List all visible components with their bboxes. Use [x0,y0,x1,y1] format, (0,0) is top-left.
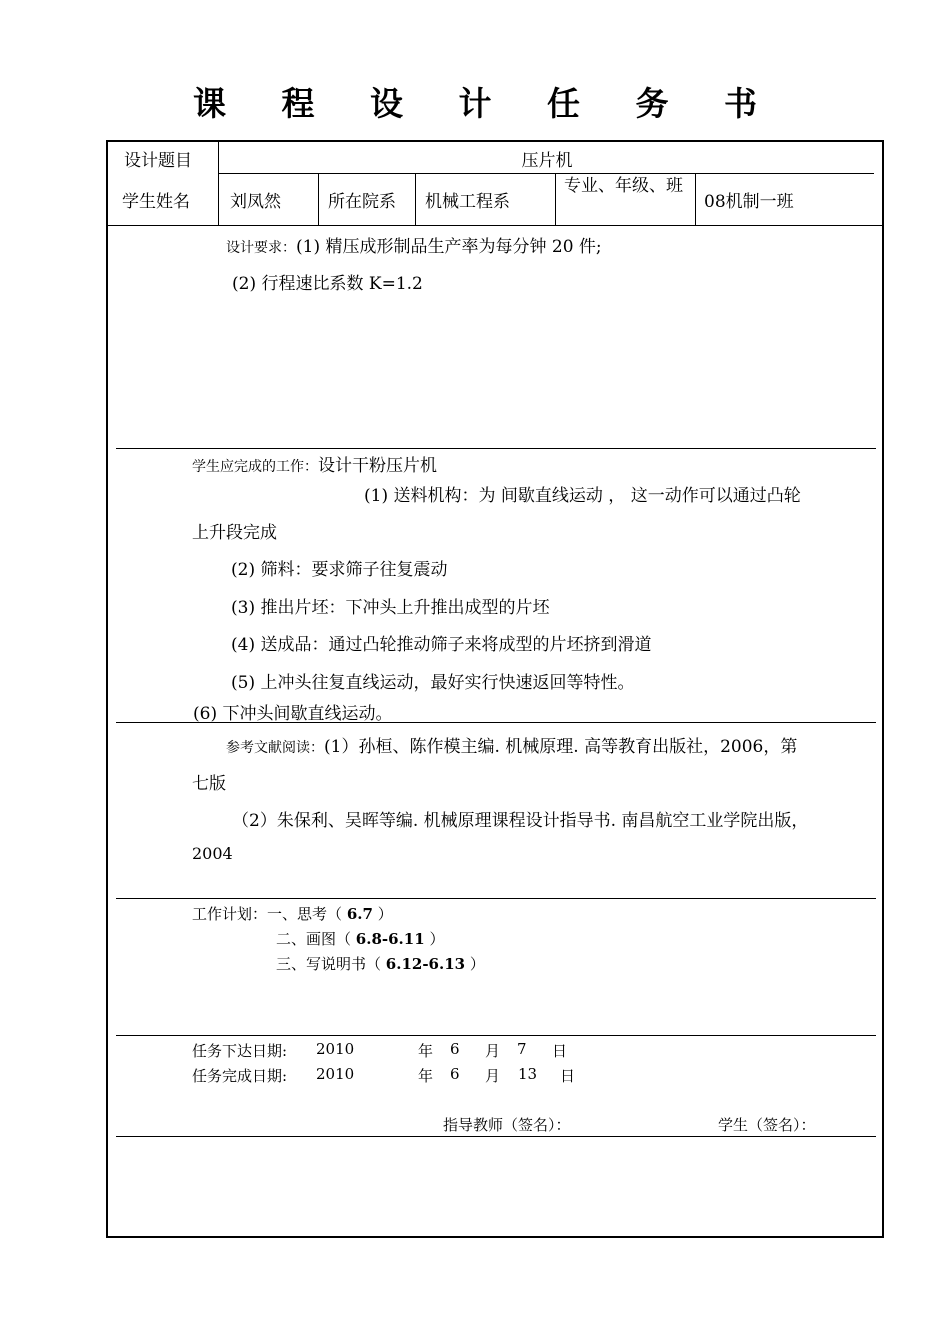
complete-day: 13 [518,1065,538,1083]
plan-step-1: 工作计划：一、思考（ 6.7 ） [192,905,393,923]
topic-value: 压片机 [521,151,573,171]
work-item-4: (4) 送成品：通过凸轮推动筛子来将成型的片坯挤到滑道 [231,635,652,655]
references-label: 参考文献阅读： [226,740,324,756]
rule-requirements-bottom [116,448,876,449]
work-item-1-cont: 上升段完成 [192,523,277,543]
issue-month-word: 月 [485,1042,501,1060]
requirement-1: (1) 精压成形制品生产率为每分钟 20 件; [296,237,602,257]
issue-month: 6 [450,1040,460,1058]
major-label: 专业、年级、班 [564,176,683,196]
page-title: 课 程 设 计 任 务 书 [193,84,779,123]
col-divider-3 [415,173,416,225]
work-heading [192,451,437,476]
department-label: 所在院系 [328,192,396,212]
work-item-5: (5) 上冲头往复直线运动，最好实行快速返回等特性。 [231,673,635,693]
col-divider-5 [695,173,696,225]
issue-day-word: 日 [552,1042,568,1060]
complete-month-word: 月 [485,1067,501,1085]
issue-year: 2010 [316,1040,355,1058]
plan-date-3: 6.12-6.13 [385,955,466,973]
rule-topic-bottom [218,173,874,174]
work-item-3: (3) 推出片坯：下冲头上升推出成型的片坯 [231,598,550,618]
complete-year: 2010 [316,1065,355,1083]
issue-day: 7 [517,1040,527,1058]
issue-year-word: 年 [418,1042,434,1060]
work-item-1: (1) 送料机构：为 间歇直线运动 ， 这一动作可以通过凸轮 [364,486,801,506]
work-label: 学生应完成的工作： [192,459,318,475]
plan-step-3: 三、写说明书（ 6.12-6.13 ） [276,955,485,973]
reference-2: （2）朱保利、吴晖等编. 机械原理课程设计指导书. 南昌航空工业学院出版， [232,811,809,831]
student-signature-label: 学生（签名）： [718,1116,816,1134]
plan-step-2: 二、画图（ 6.8-6.11 ） [276,930,445,948]
work-title: 设计干粉压片机 [318,456,437,476]
requirements-block [226,232,602,257]
advisor-signature-label: 指导教师（签名）： [443,1116,571,1134]
reference-1: (1）孙桓、陈作模主编. 机械原理. 高等教育出版社，2006，第 [324,737,798,757]
complete-year-word: 年 [418,1067,434,1085]
rule-plan-bottom [116,1035,876,1036]
col-divider-2 [318,173,319,225]
requirement-2: (2) 行程速比系数 K=1.2 [232,274,423,294]
complete-day-word: 日 [560,1067,576,1085]
reference-2-cont: 2004 [192,844,233,863]
complete-month: 6 [450,1065,460,1083]
plan-date-2: 6.8-6.11 [355,930,425,948]
plan-label: 工作计划： [192,905,268,923]
plan-date-1: 6.7 [346,905,373,923]
work-item-6: (6) 下冲头间歇直线运动。 [193,704,393,724]
issue-date-label: 任务下达日期: [192,1042,288,1060]
work-item-2: (2) 筛料：要求筛子往复震动 [231,560,448,580]
complete-date-label: 任务完成日期: [192,1067,288,1085]
reference-1-cont: 七版 [192,774,226,794]
major-value: 08机制一班 [704,192,794,212]
student-name-label: 学生姓名 [122,192,190,212]
references-block [226,732,797,757]
rule-references-bottom [116,898,876,899]
student-name-value: 刘凤然 [230,192,281,212]
department-value: 机械工程系 [425,192,510,212]
requirements-label: 设计要求： [226,240,296,256]
col-divider-4 [555,173,556,225]
topic-label: 设计题目 [124,151,192,171]
rule-dates-bottom [116,1136,876,1137]
rule-info-bottom [106,225,884,226]
